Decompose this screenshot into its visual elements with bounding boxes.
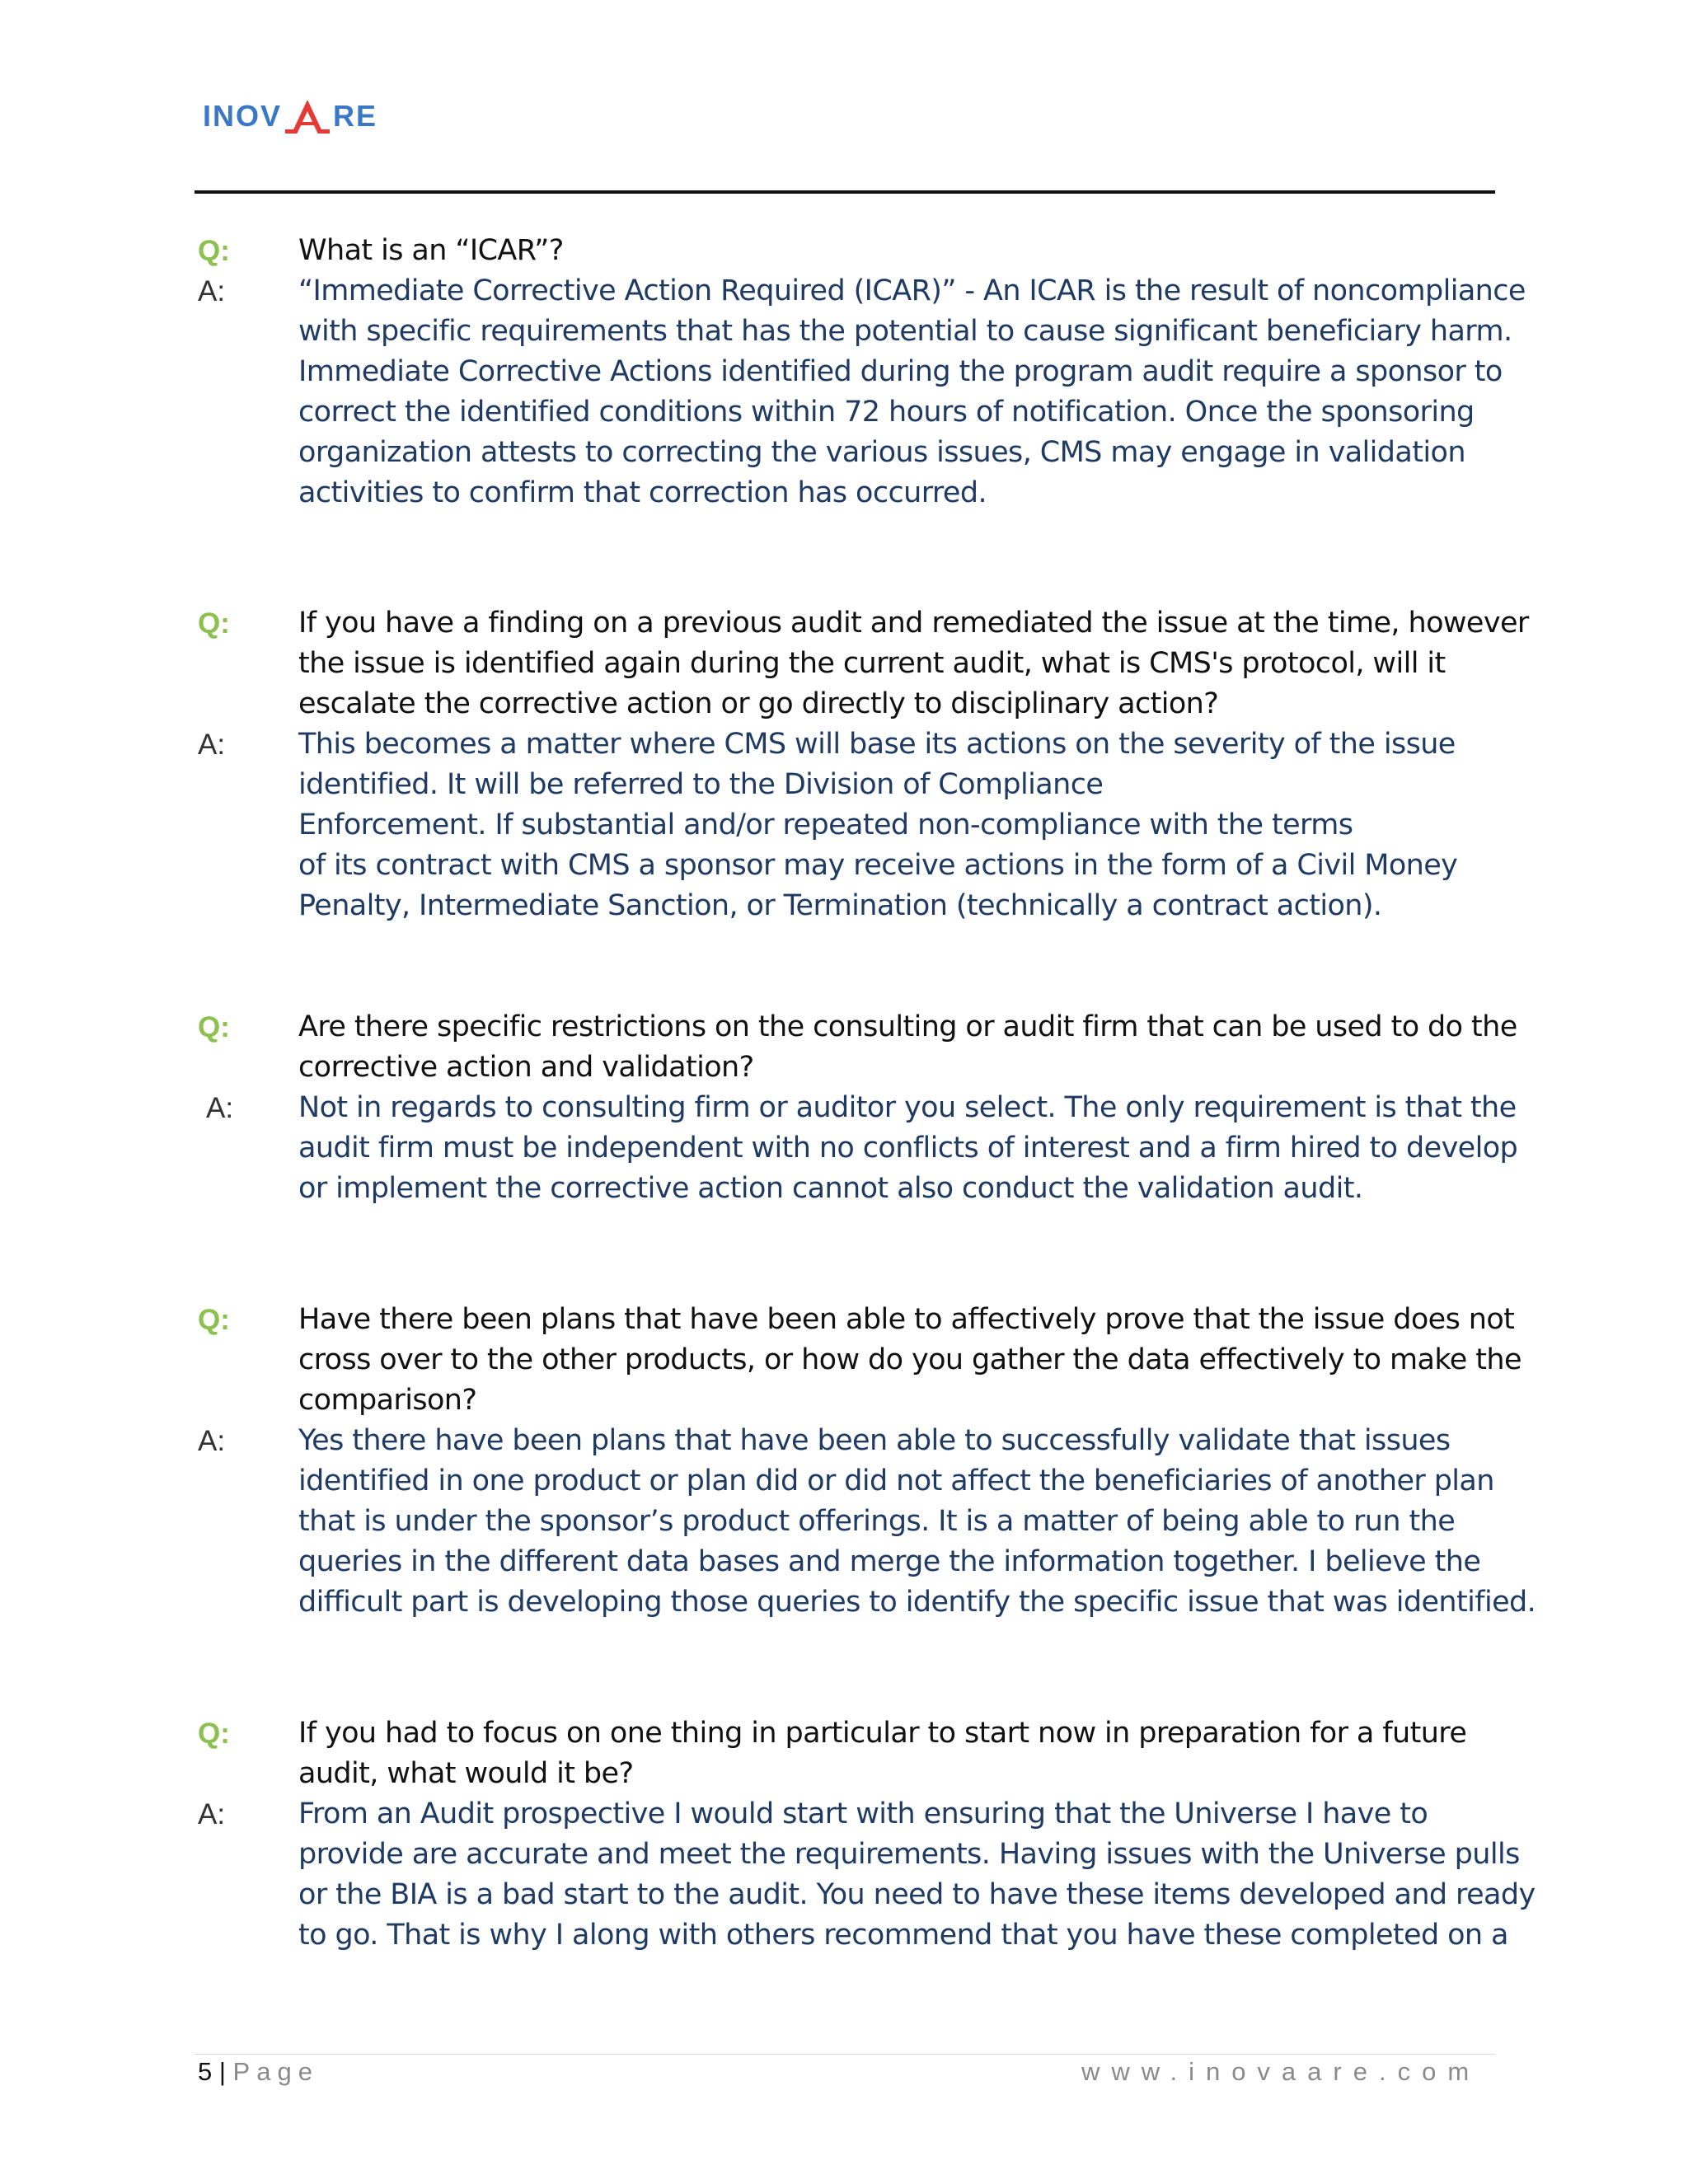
a-label: A:: [198, 729, 226, 761]
question-text: [298, 1713, 1500, 1794]
question-row: [198, 603, 1529, 724]
answer-line: identified. It will be referred to the Division of Compliance: [298, 768, 1104, 801]
answer-line: of its contract with CMS a sponsor may receive actions in the form of a Civil Money: [298, 849, 1458, 882]
question-line: cross over to the other products, or how do you gather the data effectively to make the: [298, 1343, 1522, 1376]
q-label: Q:: [198, 1011, 230, 1043]
question-line: Have there been plans that have been able to affectively prove that the issue does not: [298, 1303, 1515, 1336]
footer-divider: [195, 2054, 1495, 2055]
inovaare-logo: [203, 99, 377, 134]
answer-line: queries in the different data bases and merge the information together. I believe the: [298, 1545, 1481, 1578]
question-text: [298, 1300, 1522, 1421]
answer-line: Penalty, Intermediate Sanction, or Termination (technically a contract action).: [298, 889, 1382, 922]
answer-line: Not in regards to consulting firm or auditor you select. The only requirement is that the: [298, 1091, 1517, 1124]
question-line: If you had to focus on one thing in particular to start now in preparation for a future: [298, 1717, 1467, 1750]
header-divider: [195, 190, 1495, 194]
answer-line: or implement the corrective action cannot also conduct the validation audit.: [298, 1172, 1363, 1205]
question-line: Are there specific restrictions on the consulting or audit firm that can be used to do the: [298, 1010, 1517, 1043]
logo-text-left: INOV: [203, 99, 283, 133]
logo-text-right: RE: [333, 99, 378, 133]
question-line: If you have a finding on a previous audit and remediated the issue at the time, however: [298, 607, 1529, 640]
question-line: escalate the corrective action or go directly to disciplinary action?: [298, 687, 1219, 720]
question-row: [198, 231, 1500, 271]
q-label: Q:: [198, 235, 230, 267]
question-text: [298, 1007, 1517, 1088]
answer-line: with specific requirements that has the potential to cause significant beneficiary harm.: [298, 315, 1512, 348]
page-word: Page: [232, 2057, 319, 2086]
answer-row: [198, 1794, 1536, 1956]
answer-line: Enforcement. If substantial and/or repeated non-compliance with the terms: [298, 808, 1353, 841]
question-text: [298, 231, 1500, 271]
question-line: comparison?: [298, 1384, 477, 1417]
question-line: the issue is identified again during the current audit, what is CMS's protocol, will it: [298, 647, 1446, 680]
answer-row: [198, 1421, 1536, 1623]
a-label: A:: [198, 1798, 226, 1830]
answer-line: difficult part is developing those queries to identify the specific issue that was identified.: [298, 1586, 1536, 1619]
a-label: A:: [198, 1425, 226, 1457]
answer-line: From an Audit prospective I would start with ensuring that the Universe I have to: [298, 1797, 1428, 1830]
logo-mountain-icon: [284, 101, 331, 134]
answer-row: [198, 271, 1526, 513]
a-label: A:: [198, 275, 226, 307]
qa-block-4: [198, 1300, 1536, 1623]
question-line: audit, what would it be?: [298, 1757, 634, 1790]
footer-website-url: www.inovaare.com: [1081, 2057, 1481, 2086]
answer-line: organization attests to correcting the various issues, CMS may engage in validation: [298, 436, 1465, 469]
answer-line: correct the identified conditions within 72 hours of notification. Once the sponsoring: [298, 396, 1475, 429]
answer-text: [298, 724, 1500, 926]
question-row: [198, 1007, 1517, 1088]
answer-row: [198, 1088, 1518, 1209]
answer-text: [298, 1794, 1536, 1956]
page-number-footer: [198, 2055, 319, 2088]
question-text: [298, 603, 1529, 724]
page-number: 5: [198, 2057, 213, 2086]
answer-line: Immediate Corrective Actions identified during the program audit require a sponsor to: [298, 355, 1503, 388]
answer-text: [298, 271, 1526, 513]
answer-line: activities to confirm that correction has occurred.: [298, 476, 987, 509]
answer-line: Yes there have been plans that have been able to successfully validate that issues: [298, 1424, 1451, 1457]
qa-block-2: [198, 603, 1529, 926]
answer-line: audit firm must be independent with no conflicts of interest and a firm hired to develop: [298, 1132, 1518, 1165]
q-label: Q:: [198, 607, 230, 640]
answer-line: that is under the sponsor’s product offerings. It is a matter of being able to run the: [298, 1505, 1456, 1538]
question-line: corrective action and validation?: [298, 1051, 754, 1084]
answer-line: or the BIA is a bad start to the audit. You need to have these items developed and ready: [298, 1878, 1536, 1911]
q-label: Q:: [198, 1718, 230, 1750]
question-row: [198, 1713, 1500, 1794]
question-row: [198, 1300, 1522, 1421]
a-label: A:: [206, 1092, 234, 1124]
answer-text: [298, 1088, 1518, 1209]
q-label: Q:: [198, 1304, 230, 1336]
footer-separator: |: [212, 2057, 233, 2086]
answer-line: provide are accurate and meet the requirements. Having issues with the Universe pulls: [298, 1838, 1520, 1871]
answer-text: [298, 1421, 1536, 1623]
answer-line: to go. That is why I along with others recommend that you have these completed on a: [298, 1919, 1508, 1952]
qa-block-3: [198, 1007, 1518, 1209]
answer-line: identified in one product or plan did or did not affect the beneficiaries of another plan: [298, 1465, 1494, 1497]
qa-block-5: [198, 1713, 1536, 1956]
qa-block-1: [198, 231, 1526, 513]
answer-line: This becomes a matter where CMS will base its actions on the severity of the issue: [298, 728, 1456, 761]
answer-line: “Immediate Corrective Action Required (ICAR)” - An ICAR is the result of noncompliance: [298, 274, 1526, 307]
answer-row: [198, 724, 1500, 926]
question-line: What is an “ICAR”?: [298, 234, 564, 267]
